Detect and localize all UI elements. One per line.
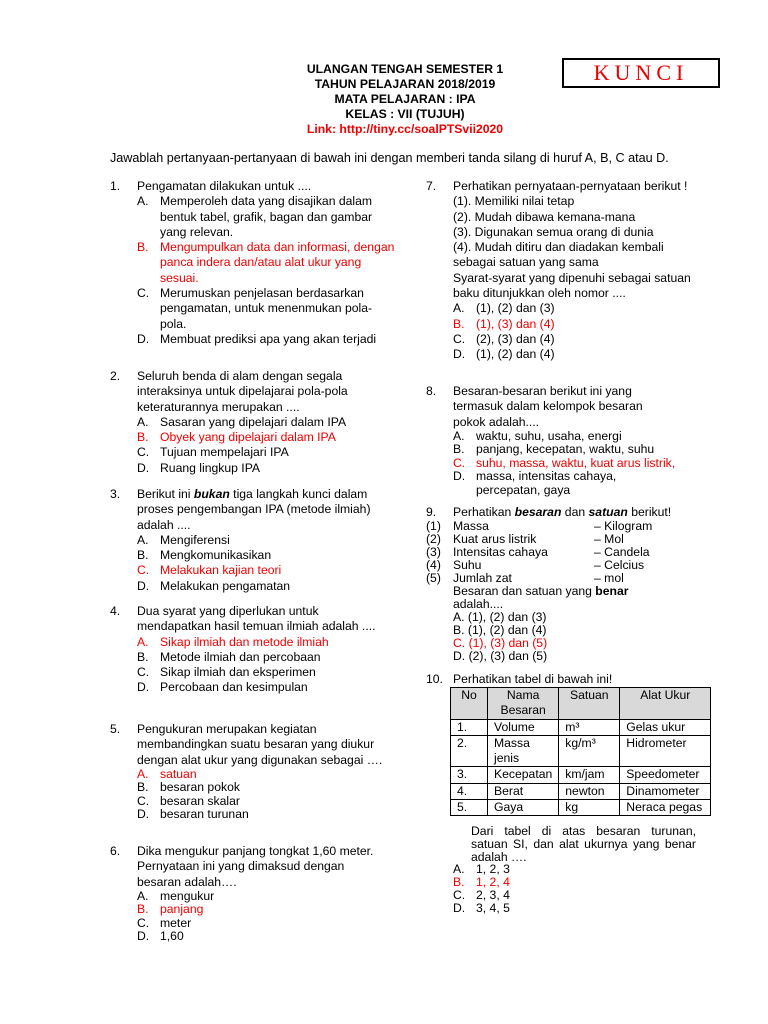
- table-row: [451, 719, 711, 735]
- cell-alat-ukur: Neraca pegas: [620, 800, 711, 816]
- question-text: Berikut ini bukan tiga langkah kunci dalam proses pengembangan IPA (metode ilmiah) adalah ....: [137, 487, 371, 532]
- question-text: Perhatikan besaran dan satuan berikut!: [453, 505, 672, 519]
- option-d[interactable]: D. Melakukan pengamatan: [137, 578, 291, 593]
- option-d[interactable]: D. Percobaan dan kesimpulan: [137, 680, 308, 695]
- question-number: 8.: [426, 384, 437, 398]
- table-row: [451, 735, 711, 767]
- question-number: 3.: [110, 487, 121, 501]
- question-4: [110, 604, 380, 696]
- option-a[interactable]: A. mengukur: [137, 888, 215, 903]
- option-a[interactable]: A. Mengiferensi: [137, 532, 230, 547]
- question-2: [110, 369, 395, 476]
- option-d[interactable]: D. (1), (2) dan (4): [453, 347, 555, 362]
- question-ask: Syarat-syarat yang dipenuhi sebagai satuan baku ditunjukkan oleh nomor ....: [453, 270, 691, 301]
- col-alat-ukur: Alat Ukur: [620, 688, 711, 720]
- question-8: [426, 384, 716, 497]
- subject: MATA PELAJARAN : IPA: [334, 92, 476, 106]
- question-text: Seluruh benda di alam dengan segala interaksinya untuk dipelajarai pola-pola keteraturannya merupakan ....: [137, 369, 348, 414]
- pair-number: (5): [426, 571, 441, 585]
- question-text: Pengukuran merupakan kegiatan membandingkan suatu besaran yang diukur dengan alat ukur yang digunakan sebagai ….: [137, 722, 383, 767]
- cell-nama-besaran: Massa jenis: [488, 735, 559, 767]
- academic-year: TAHUN PELAJARAN 2018/2019: [314, 77, 496, 91]
- option-b[interactable]: B. Mengkomunikasikan: [137, 548, 272, 563]
- option-d[interactable]: D. (2), (3) dan (5): [453, 649, 548, 663]
- exam-title: ULANGAN TENGAH SEMESTER 1: [306, 62, 504, 76]
- cell-alat-ukur: Gelas ukur: [620, 719, 711, 735]
- option-c[interactable]: C. besaran skalar: [137, 793, 240, 808]
- option-b[interactable]: B. besaran pokok: [137, 780, 240, 795]
- statement-2: (2). Mudah dibawa kemana-mana: [453, 209, 636, 224]
- option-c[interactable]: C. 2, 3, 4: [453, 888, 510, 902]
- pair-list: [426, 520, 726, 585]
- pair-besaran: Kuat arus listrik: [453, 532, 537, 546]
- option-c-answer[interactable]: C. suhu, massa, waktu, kuat arus listrik,: [453, 455, 676, 470]
- option-d[interactable]: D. massa, intensitas cahaya, percepatan, gaya: [453, 469, 617, 497]
- cell-satuan: km/jam: [559, 767, 620, 783]
- pair-besaran: Jumlah zat: [453, 571, 512, 585]
- pair-besaran: Intensitas cahaya: [453, 545, 548, 559]
- pair-satuan: – Celcius: [594, 558, 645, 572]
- question-3: [110, 487, 380, 594]
- option-d[interactable]: D. Membuat prediksi apa yang akan terjadi: [137, 331, 377, 346]
- option-c[interactable]: C. Sikap ilmiah dan eksperimen: [137, 665, 316, 680]
- option-d[interactable]: D. 1,60: [137, 929, 184, 944]
- table-row: [451, 767, 711, 783]
- class-label: KELAS : VII (TUJUH): [345, 107, 465, 121]
- option-b-answer[interactable]: B. Obyek yang dipelajari dalam IPA: [137, 430, 336, 445]
- pair-number: (4): [426, 558, 441, 572]
- option-c[interactable]: C. (2), (3) dan (4): [453, 331, 555, 346]
- option-b-answer[interactable]: B. Mengumpulkan data dan informasi, dengan panca indera dan/atau alat ukur yang sesuai.: [137, 240, 395, 285]
- question-ask: Besaran dan satuan yang benar: [453, 584, 629, 598]
- cell-alat-ukur: Hidrometer: [620, 735, 711, 767]
- question-10-options: [426, 863, 626, 915]
- cell-alat-ukur: Speedometer: [620, 767, 711, 783]
- option-a-answer[interactable]: A. Sikap ilmiah dan metode ilmiah: [137, 634, 329, 649]
- cell-alat-ukur: Dinamometer: [620, 783, 711, 799]
- question-7: [426, 179, 716, 363]
- pair-satuan: – mol: [594, 571, 624, 585]
- question-5: [110, 722, 395, 822]
- statement-3: (3). Digunakan semua orang di dunia: [453, 224, 654, 239]
- option-a-answer[interactable]: A. satuan: [137, 766, 197, 781]
- question-text: Dua syarat yang diperlukan untuk mendapatkan hasil temuan ilmiah adalah ....: [137, 604, 376, 634]
- option-a[interactable]: A. waktu, suhu, usaha, energi: [453, 428, 622, 443]
- pair-besaran: Massa: [453, 519, 489, 533]
- question-text: Pengamatan dilakukan untuk ....: [137, 179, 312, 193]
- question-6: [110, 844, 380, 944]
- question-text: Dika mengukur panjang tongkat 1,60 meter. Pernyataan ini yang dimaksud dengan besaran adalah….: [137, 844, 374, 889]
- option-b-answer[interactable]: B. (1), (3) dan (4): [453, 316, 555, 331]
- cell-no: 2.: [451, 735, 488, 767]
- cell-satuan: kg: [559, 800, 620, 816]
- question-number: 7.: [426, 179, 437, 193]
- col-no: No: [451, 688, 488, 720]
- pair-satuan: – Candela: [594, 545, 650, 559]
- option-c-answer[interactable]: C. (1), (3) dan (5): [453, 636, 548, 650]
- option-b[interactable]: B. panjang, kecepatan, waktu, suhu: [453, 442, 655, 457]
- statement-4: (4). Mudah ditiru dan diadakan kembali sebagai satuan yang sama: [453, 240, 664, 270]
- option-a[interactable]: A. Memperoleh data yang disajikan dalam bentuk tabel, grafik, bagan dan gambar yang relevan.: [137, 194, 373, 239]
- option-c[interactable]: C. Merumuskan penjelasan berdasarkan pengamatan, untuk menenmukan pola-pola.: [137, 286, 373, 331]
- option-d[interactable]: D. 3, 4, 5: [453, 901, 510, 915]
- answer-key-badge: KUNCI: [562, 58, 720, 88]
- option-c[interactable]: C. Tujuan mempelajari IPA: [137, 445, 289, 460]
- question-10-text: Perhatikan tabel di bawah ini!: [453, 672, 613, 686]
- option-b[interactable]: B. (1), (2) dan (4): [453, 623, 547, 637]
- question-number: 4.: [110, 604, 121, 618]
- cell-nama-besaran: Gaya: [488, 800, 559, 816]
- option-a[interactable]: A. (1), (2) dan (3): [453, 610, 547, 624]
- question-10-ask: Dari tabel di atas besaran turunan, satuan SI, dan alat ukurnya yang benar adalah ….: [471, 824, 696, 864]
- option-a[interactable]: A. Sasaran yang dipelajari dalam IPA: [137, 414, 347, 429]
- cell-no: 5.: [451, 800, 488, 816]
- link-text[interactable]: Link: http://tiny.cc/soalPTSvii2020: [306, 122, 504, 136]
- option-b-answer[interactable]: B. 1, 2, 4: [453, 875, 510, 889]
- pair-satuan: – Mol: [594, 532, 624, 546]
- pair-satuan: – Kilogram: [594, 519, 653, 533]
- question-number: 5.: [110, 722, 121, 736]
- question-number: 6.: [110, 844, 121, 858]
- option-b-answer[interactable]: B. panjang: [137, 902, 204, 917]
- option-b[interactable]: B. Metode ilmiah dan percobaan: [137, 649, 321, 664]
- instruction: Jawablah pertanyaan-pertanyaan di bawah ini dengan memberi tanda silang di huruf A, B, C atau D.: [110, 151, 669, 165]
- option-c[interactable]: C. meter: [137, 915, 192, 930]
- statement-1: (1). Memiliki nilai tetap: [453, 194, 575, 209]
- table-row: [451, 800, 711, 816]
- cell-satuan: kg/m³: [559, 735, 620, 767]
- question-9: [426, 505, 726, 663]
- pair-number: (3): [426, 545, 441, 559]
- option-d[interactable]: D. besaran turunan: [137, 807, 249, 822]
- cell-nama-besaran: Volume: [488, 719, 559, 735]
- option-a[interactable]: A. 1, 2, 3: [453, 862, 510, 876]
- table-row: [451, 783, 711, 799]
- question-1: [110, 179, 395, 347]
- question-number: 2.: [110, 369, 121, 383]
- measurement-table: [450, 687, 711, 816]
- option-d[interactable]: D. Ruang lingkup IPA: [137, 460, 261, 475]
- cell-no: 4.: [451, 783, 488, 799]
- pair-besaran: Suhu: [453, 558, 482, 572]
- table-header: [451, 688, 711, 720]
- question-number: 1.: [110, 179, 121, 193]
- col-nama-besaran: Nama Besaran: [488, 688, 559, 720]
- question-10-number: 10.: [426, 672, 443, 686]
- cell-satuan: m³: [559, 719, 620, 735]
- cell-satuan: newton: [559, 783, 620, 799]
- cell-no: 1.: [451, 719, 488, 735]
- option-c-answer[interactable]: C. Melakukan kajian teori: [137, 563, 282, 578]
- pair-number: (1): [426, 519, 441, 533]
- question-number: 9.: [426, 505, 437, 519]
- pair-number: (2): [426, 532, 441, 546]
- pair-row: [426, 572, 726, 585]
- question-text: Perhatikan pernyataan-pernyataan berikut !: [453, 179, 688, 193]
- question-text: Besaran-besaran berikut ini yang termasuk dalam kelompok besaran pokok adalah....: [453, 384, 643, 429]
- cell-nama-besaran: Berat: [488, 783, 559, 799]
- cell-nama-besaran: Kecepatan: [488, 767, 559, 783]
- cell-no: 3.: [451, 767, 488, 783]
- option-a[interactable]: A. (1), (2) dan (3): [453, 301, 555, 316]
- col-satuan: Satuan: [559, 688, 620, 720]
- question-ask-cont: adalah....: [453, 597, 504, 611]
